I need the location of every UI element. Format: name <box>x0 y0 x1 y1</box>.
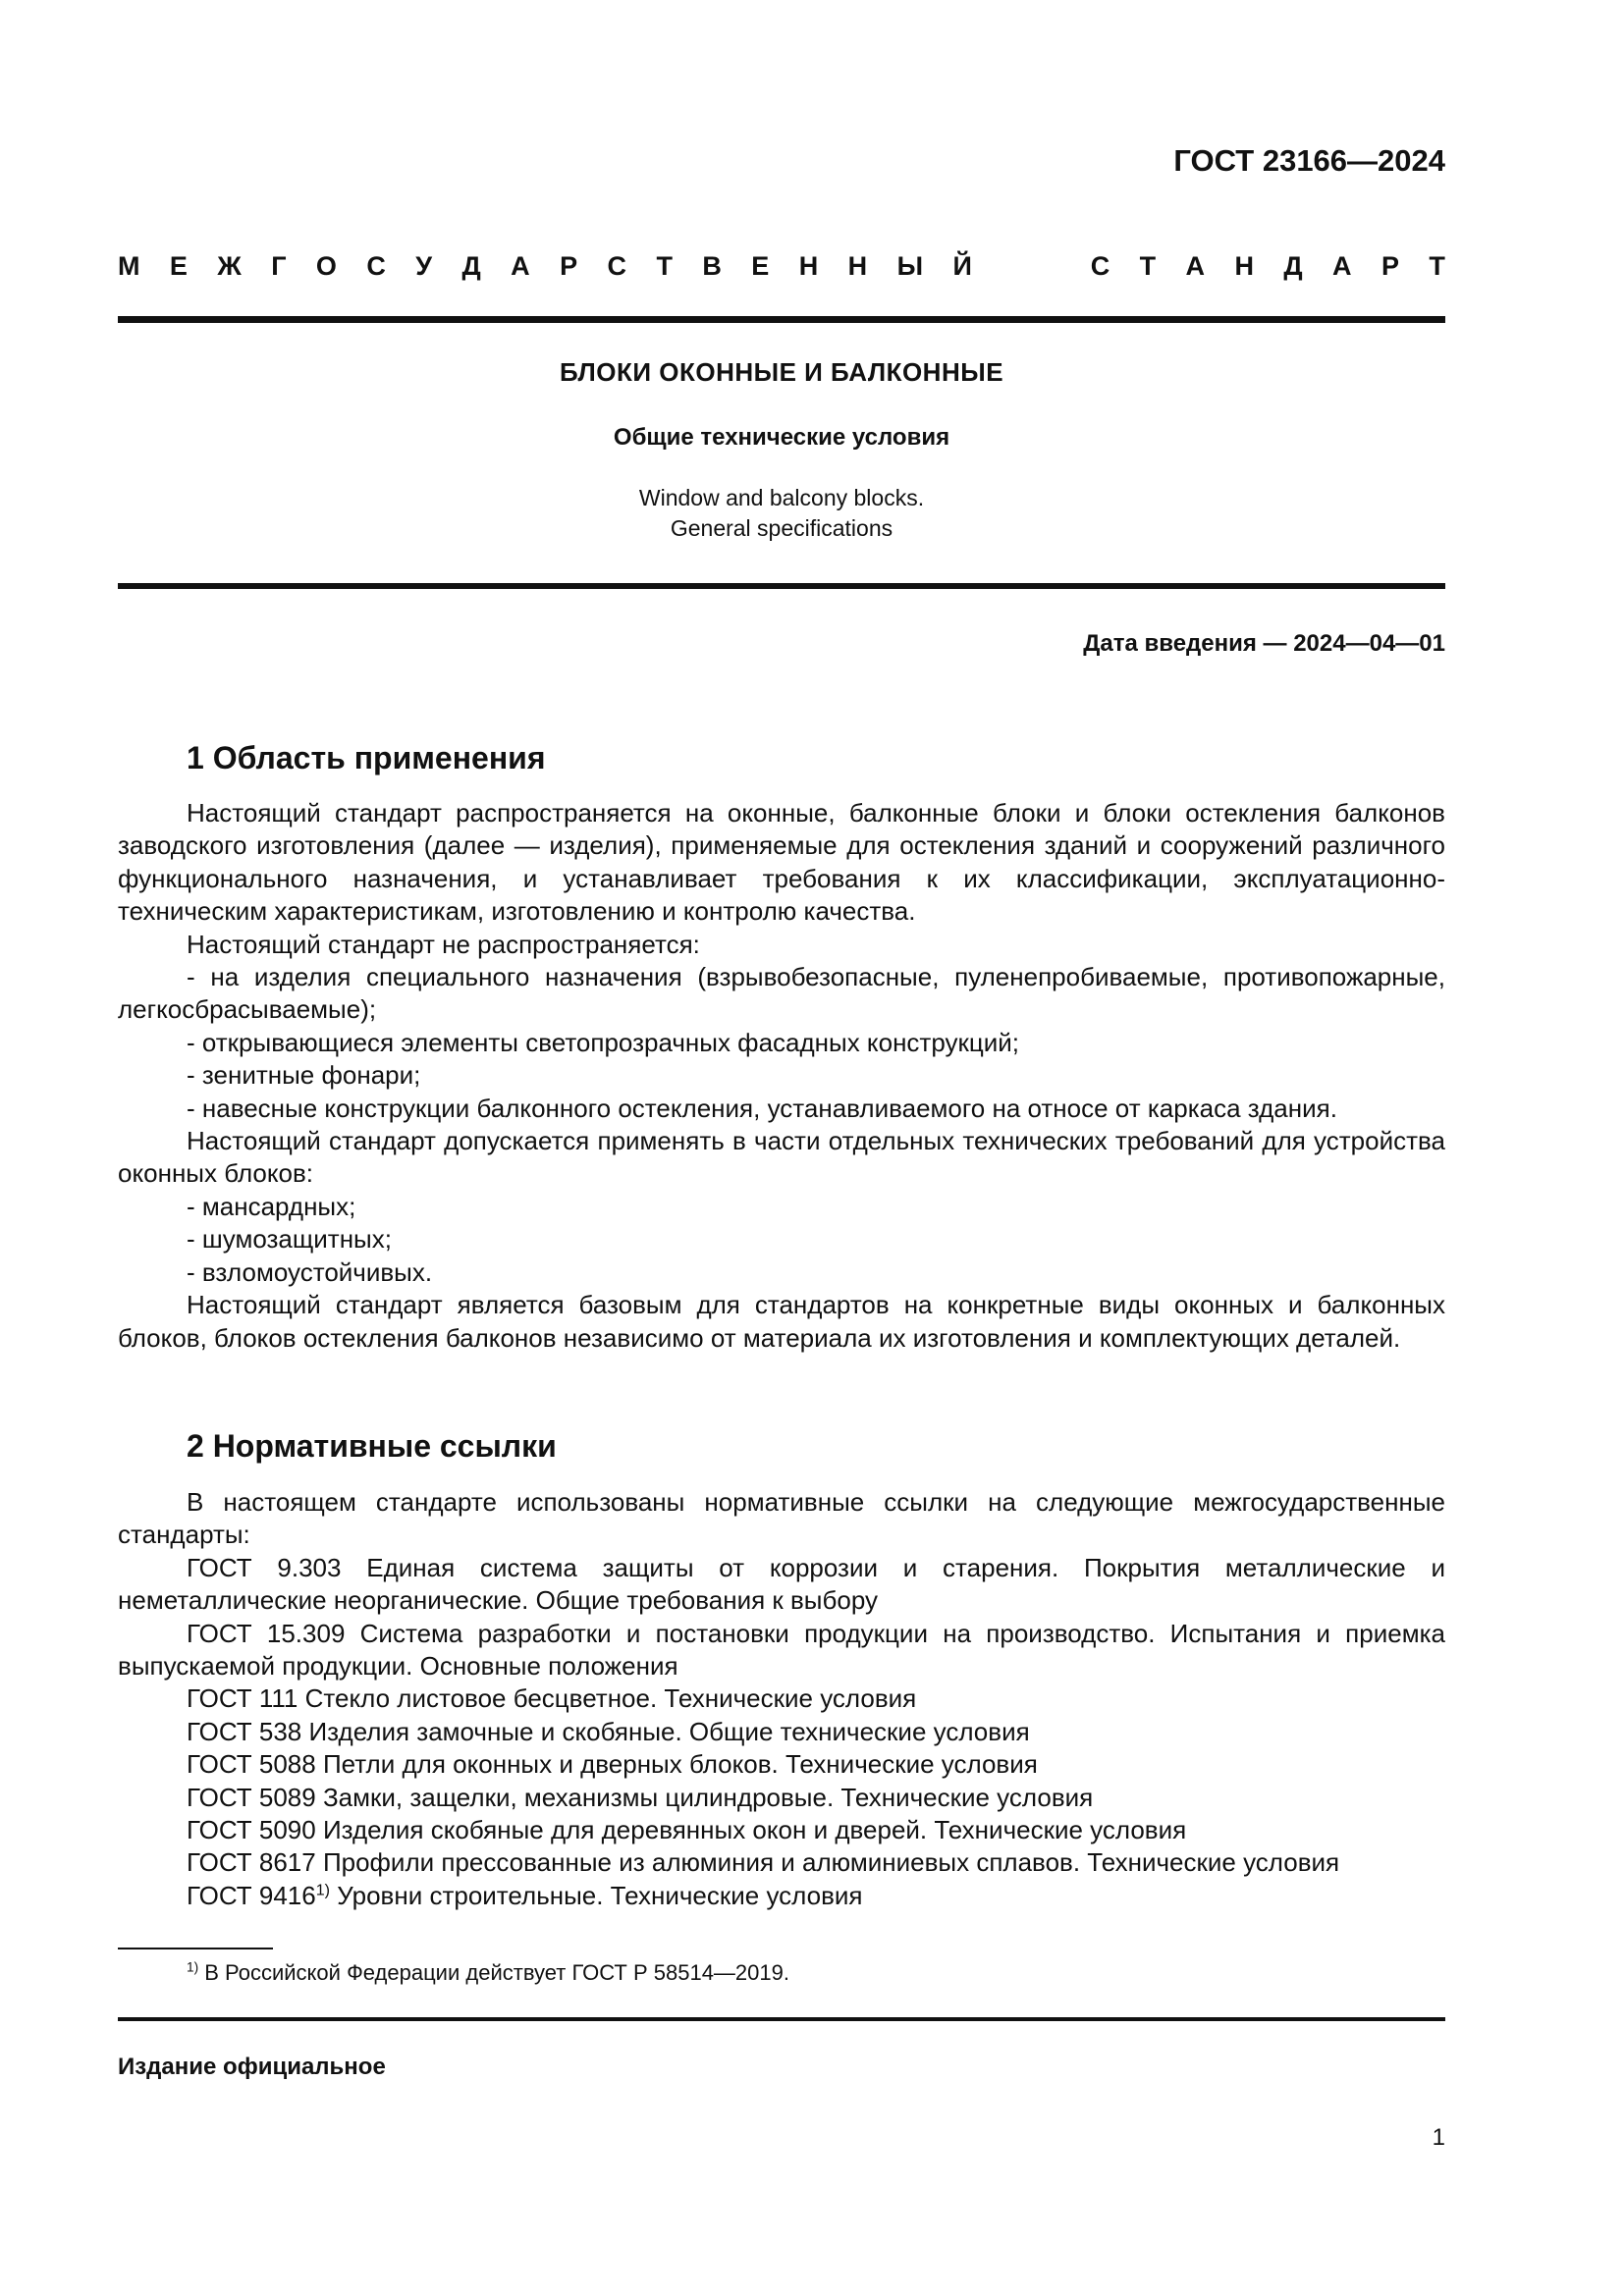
page-number: 1 <box>1432 2124 1445 2151</box>
letter: Е <box>169 251 188 281</box>
reference-item <box>118 1846 1445 1879</box>
reference-code: ГОСТ 9416 <box>187 1880 316 1910</box>
letter: Н <box>798 251 819 281</box>
letter: О <box>315 251 337 281</box>
reference-title: Замки, защелки, механизмы цилиндровые. Технические условия <box>322 1782 1094 1812</box>
reference-code: ГОСТ 9.303 <box>187 1552 342 1582</box>
letter: Т <box>1429 251 1445 281</box>
reference-item <box>118 1814 1445 1846</box>
interstate-standard-heading <box>118 251 1445 282</box>
letter: У <box>415 251 433 281</box>
section-1-heading: 1 Область применения <box>187 740 546 775</box>
footnote-text: В Российской Федерации действует ГОСТ Р 58514—2019. <box>204 1960 789 1985</box>
letter: Р <box>560 251 578 281</box>
letter: Ж <box>217 251 242 281</box>
letter: А <box>511 251 530 281</box>
list-item: - навесные конструкции балконного остекления, устанавливаемого на относе от каркаса здания. <box>187 1093 1337 1123</box>
letter: А <box>1185 251 1206 281</box>
reference-item <box>118 1748 1445 1781</box>
reference-item <box>118 1618 1445 1683</box>
letter: С <box>607 251 627 281</box>
word-gap <box>1001 251 1060 282</box>
list-item: - на изделия специального назначения (взрывобезопасные, пуленепробиваемые, противопожарные, легкосбрасываемые); <box>118 962 1445 1025</box>
title-divider <box>118 583 1445 589</box>
letter: Д <box>1283 251 1303 281</box>
list-item: - зенитные фонари; <box>187 1060 421 1091</box>
reference-title: Стекло листовое бесцветное. Технические условия <box>304 1683 917 1714</box>
footnote <box>187 1960 789 1986</box>
reference-code: ГОСТ 5088 <box>187 1749 316 1780</box>
reference-title: Изделия скобяные для деревянных окон и дверей. Технические условия <box>322 1815 1187 1845</box>
reference-code: ГОСТ 5089 <box>187 1782 316 1812</box>
reference-code: ГОСТ 538 <box>187 1716 302 1746</box>
introduction-date: Дата введения — 2024—04—01 <box>1083 630 1445 657</box>
footnote-marker: 1) <box>187 1959 199 1975</box>
paragraph: Настоящий стандарт не распространяется: <box>187 929 700 959</box>
official-edition-label: Издание официальное <box>118 2054 386 2080</box>
reference-title: Петли для оконных и дверных блоков. Технические условия <box>322 1749 1038 1780</box>
letter: Н <box>847 251 868 281</box>
letter: Ы <box>896 251 924 281</box>
letter: С <box>366 251 386 281</box>
paragraph: Настоящий стандарт допускается применять в части отдельных технических требований для устройства оконных блоков: <box>118 1126 1445 1189</box>
section-2-heading: 2 Нормативные ссылки <box>187 1428 557 1464</box>
section-2-body <box>118 1486 1445 1912</box>
paragraph: В настоящем стандарте использованы нормативные ссылки на следующие межгосударственные стандарты: <box>118 1487 1445 1550</box>
english-title <box>0 483 1563 544</box>
top-divider <box>118 316 1445 323</box>
reference-title: Система разработки и постановки продукции на производство. Испытания и приемка выпускаемой продукции. Основные положения <box>118 1618 1445 1682</box>
letter: А <box>1332 251 1352 281</box>
reference-code: ГОСТ 8617 <box>187 1847 316 1878</box>
letter: С <box>1090 251 1110 281</box>
reference-title: Единая система защиты от коррозии и старения. Покрытия металлические и неметаллические неорганические. Общие требования к выбору <box>118 1552 1445 1616</box>
letter: Д <box>461 251 481 281</box>
reference-code: ГОСТ 5090 <box>187 1815 316 1845</box>
letter: М <box>118 251 140 281</box>
reference-code: ГОСТ 111 <box>187 1683 298 1714</box>
reference-item <box>118 1782 1445 1814</box>
section-1-body <box>118 797 1445 1355</box>
reference-title: Профили прессованные из алюминия и алюминиевых сплавов. Технические условия <box>322 1847 1340 1878</box>
paragraph: Настоящий стандарт является базовым для стандартов на конкретные виды оконных и балконных блоков, блоков остекления балконов независимо от материала их изготовления и комплектующих деталей. <box>118 1290 1445 1353</box>
reference-title: Уровни строительные. Технические условия <box>337 1880 863 1910</box>
footnote-divider <box>118 1948 273 1949</box>
letter: Е <box>751 251 770 281</box>
english-title-line: Window and balcony blocks. <box>638 485 925 510</box>
letter: Й <box>952 251 972 281</box>
list-item: - шумозащитных; <box>187 1224 392 1255</box>
letter: Т <box>656 251 673 281</box>
paragraph: Настоящий стандарт распространяется на оконные, балконные блоки и блоки остекления балконов заводского изготовления (далее — изделия), применяемые для остекления зданий и сооружений различного функционального назначения, и устанавливает требования к их классификации, эксплуатационно-техническим характеристикам, изготовлению и контролю качества. <box>118 798 1445 927</box>
footnote-marker: 1) <box>315 1881 331 1899</box>
list-item: - взломоустойчивых. <box>187 1256 433 1287</box>
letter: Р <box>1380 251 1399 281</box>
bottom-divider <box>118 2017 1445 2021</box>
letter: Г <box>271 251 287 281</box>
letter: Н <box>1234 251 1254 281</box>
reference-item <box>118 1716 1445 1748</box>
list-item: - открывающиеся элементы светопрозрачных фасадных конструкций; <box>187 1027 1020 1057</box>
reference-item <box>118 1682 1445 1715</box>
reference-item <box>118 1552 1445 1618</box>
letter: Т <box>1139 251 1157 281</box>
letter: В <box>702 251 722 281</box>
list-item: - мансардных; <box>187 1191 356 1221</box>
document-title: БЛОКИ ОКОННЫЕ И БАЛКОННЫЕ <box>559 357 1004 387</box>
document-code: ГОСТ 23166—2024 <box>1173 143 1445 178</box>
reference-title: Изделия замочные и скобяные. Общие технические условия <box>308 1716 1030 1746</box>
reference-code: ГОСТ 15.309 <box>187 1618 346 1648</box>
reference-item <box>118 1880 1445 1912</box>
document-subtitle: Общие технические условия <box>613 424 950 451</box>
english-title-line: General specifications <box>670 515 893 541</box>
